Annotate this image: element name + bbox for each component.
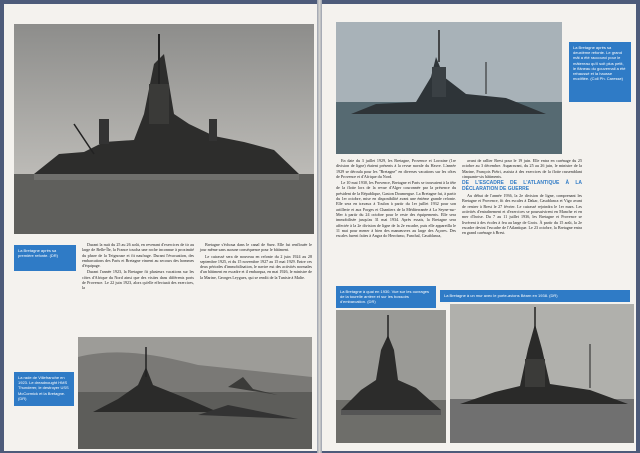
right-column-1	[336, 158, 456, 239]
caption-second-refit: La Bretagne après sa deuxième refonte. Le grand mât a été raccourci pour le mâtereau qu'il soit plus petit, le flâneau du gouvernail a été rehaussé et la hausse modifiée. (Coll Ph. Caresse)	[569, 42, 631, 102]
section-heading: DE L'ESCADRE DE L'ATLANTIQUE À LA DÉCLARATION DE GUERRE	[462, 180, 582, 193]
paragraph: Durant la nuit du 25 au 26 août, en revenant d'exercices de tir au large de Belle-Île, la France toucha une roche inconnue à proximité du phare de la Teignouse et fit naufrage. Durant l'évacuation, des embarcations des Paris et Bretagne vinrent au secours des hommes d'équipage.	[82, 242, 194, 269]
paragraph: En date du 3 juillet 1929, les Bretagne, Provence et Lorraine (1re division de ligne) étaient présents à la revue navale du Havre. L'année 1929 se déroula pour les "Bretagne" en diverses vacations sur les côtes de Provence et d'Afrique du Nord.	[336, 158, 456, 179]
right-page	[322, 4, 636, 451]
battleship-photo-top-left	[14, 24, 314, 234]
left-page	[4, 4, 317, 451]
bretagne-second-refit-photo	[336, 22, 562, 154]
bretagne-bearn-photo	[450, 304, 634, 443]
left-column-1	[82, 242, 194, 292]
paragraph: Au début de l'année 1936, la 2e division de ligne, comprenant les Bretagne et Provence, fit des escales à Dakar, Casablanca et Vigo avant de rentrer à Brest le 27 février. Le cuirassé rejoindra le 1er mars. Les activités d'entraînement et d'exercices se poursuivirent en Manche et en mer d'Iroise. Du 7 au 11 juillet 1936, les Bretagne et Provence se livrèrent à des écoles à feu au large de Groix. À partir du 15 août, la 2e escadre devint l'escadre de l'Atlantique. Le 23 octobre, la Bretagne entra en grand carénage à Brest.	[462, 193, 582, 236]
right-column-2	[462, 158, 582, 237]
left-column-2	[200, 242, 312, 281]
paragraph: Le cuirassé sera de nouveau en refonte du 2 juin 1924 au 28 septembre 1925, et du 15 novembre 1927 au 15 mai 1929. Entre ces deux périodes d'immobilisation, le navire eut des activités normales d'un bâtiment en escadre et il embarqua, en mai 1926, le ministre de la Marine, Georges Leygues, qui se rendit de la Tunisie à Malte.	[200, 253, 312, 280]
caption-at-quay: La Bretagne à quai en 1930. Vue sur les ouvrages de la tourelle arrière et sur les bossoirs d'embarcation. (DR)	[336, 286, 436, 308]
paragraph: avant de rallier Brest pour le 19 juin. Elle entra en carénage du 25 octobre au 3 décembre. Auparavant, du 25 au 26 juin, le ministre de la Marine, François Piétri, assista à des exercices de la flotte rassemblant cinquante-six bâtiments.	[462, 158, 582, 179]
paragraph: Le 10 mai 1930, les Provence, Bretagne et Paris se trouvaient à la tête de la flotte lors de la revue d'Alger couronnée par la présence du président de la République, Gaston Doumergue. La Bretagne fut, à partir du 1er octobre, mise en disponibilité avant une énième grande refonte. Elle sera en travaux à Toulon à partir du 1er juillet 1932 pour son artillerie et aux Forges et Chantiers de la Méditerranée à La Seyne-sur-Mer à partir du 24 octobre pour le reste des équipements. Elle sera immobilisée jusqu'au 31 mai 1934. Après essais, la Bretagne sera affectée à la 2e division de ligne de la 2e escadre, puis elle appareilla le 11 mai pour mener à bien des manœuvres au large des Açores. Des escales furent faites à Angra do Heroísmo, Funchal, Casablanca,	[336, 180, 456, 239]
villefranche-harbor-photo	[78, 337, 312, 449]
paragraph: Durant l'année 1923, la Bretagne fit plusieurs vacations sur les côtes d'Afrique du Nord ainsi que des visites dans différents ports de Provence. Le 22 juin 1923, alors qu'elle effectuait des exercices, la	[82, 269, 194, 291]
caption-with-bearn: La Bretagne à un mur avec le porte-avions Béarn en 1938. (DR)	[440, 290, 630, 302]
caption-top-left: La Bretagne après sa première refonte. (DR)	[14, 245, 76, 271]
paragraph: Bretagne s'échoua dans le canal de Suez. Elle fut renflouée le jour même sans aucune conséquence pour le bâtiment.	[200, 242, 312, 253]
caption-villefranche: La rade de Villefranche en 1923. Le dreadnought HMS Thunderer, le destroyer USS McCormick et la Bretagne. (DR)	[14, 372, 74, 406]
bretagne-quay-photo	[336, 310, 446, 443]
